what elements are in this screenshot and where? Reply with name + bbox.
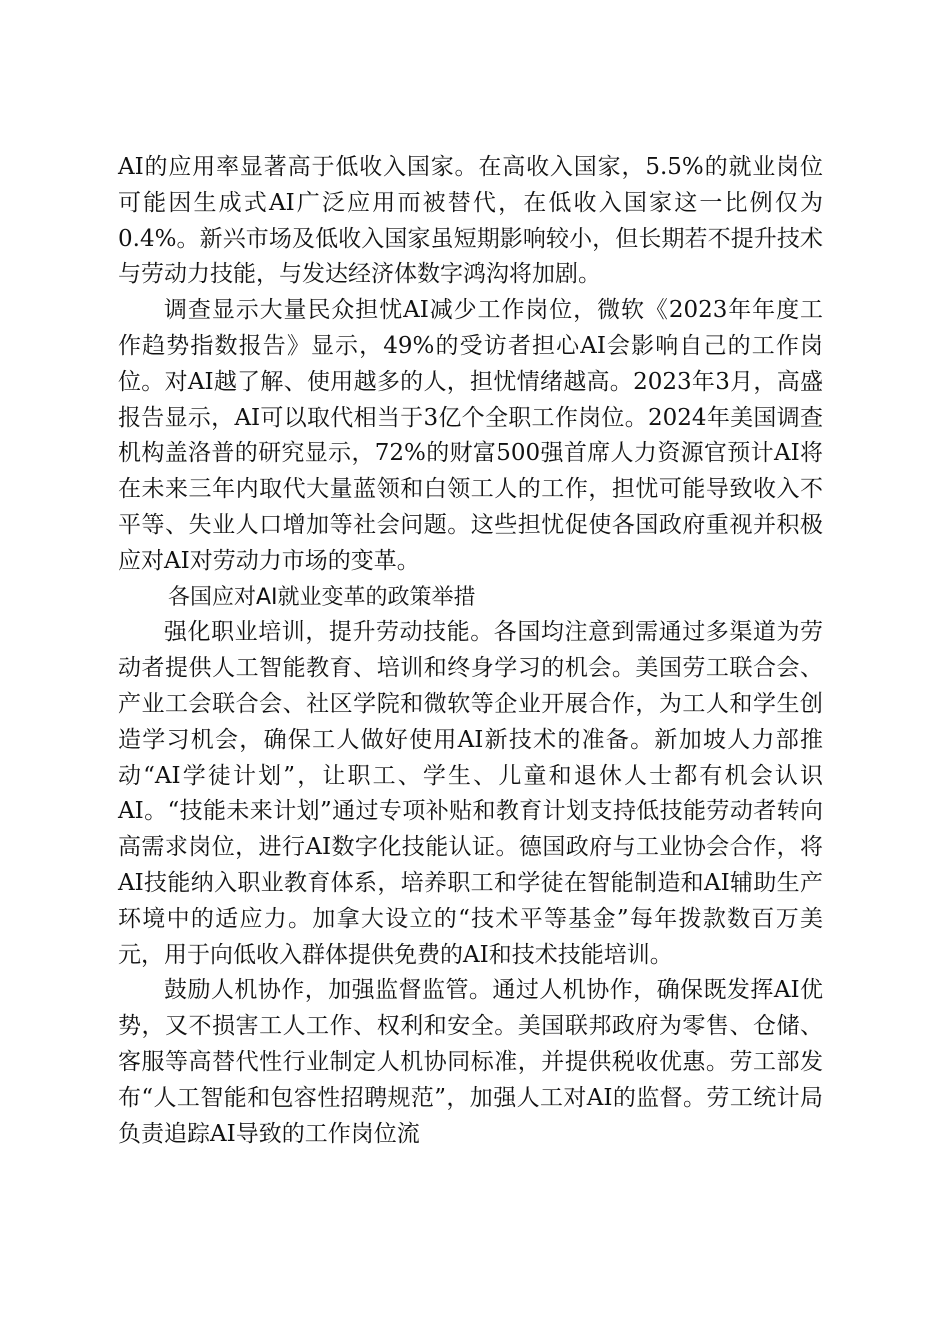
paragraph-ai-adoption-income: AI的应用率显著高于低收入国家。在高收入国家，5.5%的就业岗位可能因生成式AI广泛应用而被替代，在低收入国家这一比例仅为0.4%。新兴市场及低收入国家虽短期影响较小，但长期若不提升技术与劳动力技能，与发达经济体数字鸿沟将加剧。 — [118, 154, 823, 288]
paragraph-human-machine-collaboration: 鼓励人机协作，加强监督监管。通过人机协作，确保既发挥AI优势，又不损害工人工作、权利和安全。美国联邦政府为零售、仓储、客服等高替代性行业制定人机协同标准，并提供税收优惠。劳工部发布“人工智能和包容性招聘规范”，加强人工对AI的监督。劳工统计局负责追踪AI导致的工作岗位流 — [118, 977, 823, 1147]
paragraph-public-concern: 调查显示大量民众担忧AI减少工作岗位，微软《2023年年度工作趋势指数报告》显示，49%的受访者担心AI会影响自己的工作岗位。对AI越了解、使用越多的人，担忧情绪越高。2023年3月，高盛报告显示，AI可以取代相当于3亿个全职工作岗位。2024年美国调查机构盖洛普的研究显示，72%的财富500强首席人力资源官预计AI将在未来三年内取代大量蓝领和白领工人的工作，担忧可能导致收入不平等、失业人口增加等社会问题。这些担忧促使各国政府重视并积极应对AI对劳动力市场的变革。 — [118, 297, 823, 574]
section-heading: 各国应对AI就业变革的政策举措 — [168, 584, 476, 610]
paragraph-vocational-training: 强化职业培训，提升劳动技能。各国均注意到需通过多渠道为劳动者提供人工智能教育、培训和终身学习的机会。美国劳工联合会、产业工会联合会、社区学院和微软等企业开展合作，为工人和学生创造学习机会，确保工人做好使用AI新技术的准备。新加坡人力部推动“AI学徒计划”，让职工、学生、儿童和退休人士都有机会认识AI。“技能未来计划”通过专项补贴和教育计划支持低技能劳动者转向高需求岗位，进行AI数字化技能认证。德国政府与工业协会合作，将AI技能纳入职业教育体系，培养职工和学徒在智能制造和AI辅助生产环境中的适应力。加拿大设立的“技术平等基金”每年拨款数百万美元，用于向低收入群体提供免费的AI和技术技能培训。 — [118, 619, 823, 968]
document-page — [118, 150, 823, 1152]
